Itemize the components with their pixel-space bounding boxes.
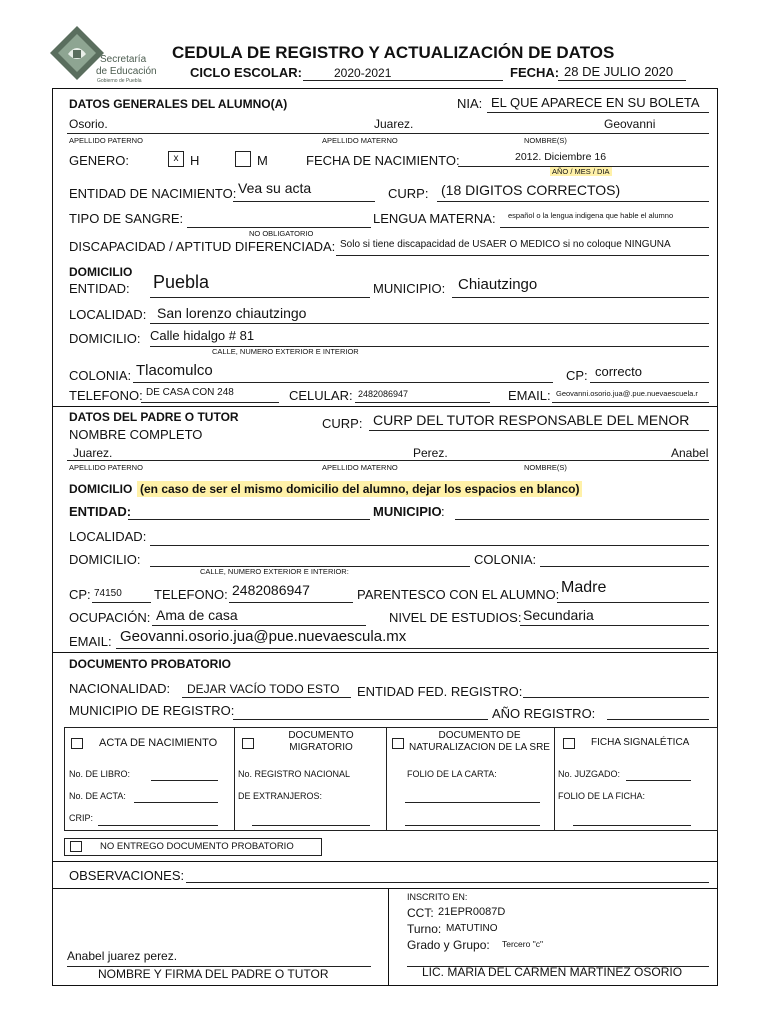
email-label: EMAIL: xyxy=(508,388,551,403)
logo-text-1: Secretaría xyxy=(100,54,147,65)
tutor-ap-materno-caption: APELLIDO MATERNO xyxy=(322,463,398,472)
tutor-domicilio-label: DOMICILIO xyxy=(69,482,133,496)
cct-value[interactable]: 21EPR0087D xyxy=(438,906,506,918)
curp-value[interactable]: (18 DIGITOS CORRECTOS) xyxy=(441,182,621,198)
genero-m-checkbox[interactable] xyxy=(235,151,251,167)
tutor-cp-value[interactable]: 74150 xyxy=(94,588,122,599)
naturalizacion-title: DOCUMENTO DE NATURALIZACION DE LA SRE xyxy=(409,730,550,753)
ocupacion-value[interactable]: Ama de casa xyxy=(156,607,238,623)
tipo-sangre-caption: NO OBLIGATORIO xyxy=(249,229,314,238)
nacionalidad-value[interactable]: DEJAR VACÍO TODO ESTO xyxy=(187,682,340,696)
fecha-nacimiento-label: FECHA DE NACIMIENTO: xyxy=(306,153,460,168)
tipo-sangre-label: TIPO DE SANGRE: xyxy=(69,211,184,226)
tutor-nombres-caption: NOMBRE(S) xyxy=(524,463,567,472)
tutor-firma-caption: NOMBRE Y FIRMA DEL PADRE O TUTOR xyxy=(98,967,329,981)
celular-value[interactable]: 2482086947 xyxy=(358,389,409,399)
cp-value[interactable]: correcto xyxy=(595,364,642,379)
curp-label: CURP: xyxy=(388,186,429,201)
ficha-signaletica-title: FICHA SIGNALÉTICA xyxy=(591,737,690,748)
anio-registro-label: AÑO REGISTRO: xyxy=(492,706,596,721)
email-value[interactable]: Geovanni.osorio.jua@.pue.nuevaescuela.r xyxy=(556,389,698,398)
acta-nacimiento-title: ACTA DE NACIMIENTO xyxy=(99,737,218,749)
crip-label: CRIP: xyxy=(69,813,94,823)
entidad-fed-label: ENTIDAD FED. REGISTRO: xyxy=(357,684,523,699)
lengua-materna-label: LENGUA MATERNA: xyxy=(373,211,496,226)
genero-label: GENERO: xyxy=(69,153,129,168)
domicilio-label: DOMICILIO: xyxy=(69,331,141,346)
telefono-value[interactable]: DE CASA CON 248 xyxy=(146,387,234,398)
ciclo-value[interactable]: 2020-2021 xyxy=(334,66,392,80)
genero-h-checkbox[interactable]: x xyxy=(168,151,184,167)
tutor-email-label: EMAIL: xyxy=(69,634,112,649)
domicilio-caption: CALLE, NUMERO EXTERIOR E INTERIOR xyxy=(212,347,359,356)
alumno-nombres-caption: NOMBRE(S) xyxy=(524,136,567,145)
grado-value[interactable]: Tercero "c" xyxy=(502,939,543,949)
no-entrego-checkbox[interactable] xyxy=(70,841,82,852)
colonia-value[interactable]: Tlacomulco xyxy=(136,362,213,379)
municipio-registro-label: MUNICIPIO DE REGISTRO: xyxy=(69,703,235,718)
municipio-value[interactable]: Chiautzingo xyxy=(458,276,538,293)
tutor-curp-label: CURP: xyxy=(322,416,363,431)
tutor-domicilio-caption: CALLE, NUMERO EXTERIOR E INTERIOR: xyxy=(200,567,349,576)
acta-nacimiento-checkbox[interactable] xyxy=(71,738,83,749)
tutor-telefono-value[interactable]: 2482086947 xyxy=(232,582,310,598)
discapacidad-value[interactable]: Solo si tiene discapacidad de USAER O MEDICO si no coloque NINGUNA xyxy=(340,239,671,250)
tutor-domicilio2-label: DOMICILIO: xyxy=(69,552,141,567)
no-juzgado-label: No. JUZGADO: xyxy=(558,769,621,779)
nivel-estudios-value[interactable]: Secundaria xyxy=(523,607,594,623)
alumno-nombres[interactable]: Geovanni xyxy=(604,117,656,131)
folio-ficha-label: FOLIO DE LA FICHA: xyxy=(558,791,646,801)
documento-migratorio-checkbox[interactable] xyxy=(242,738,254,749)
documento-section-title: DOCUMENTO PROBATORIO xyxy=(69,657,232,671)
cct-label: CCT: xyxy=(407,906,434,920)
discapacidad-label: DISCAPACIDAD / APTITUD DIFERENCIADA: xyxy=(69,239,336,254)
no-acta-label: No. DE ACTA: xyxy=(69,791,126,801)
no-entrego-label: NO ENTREGO DOCUMENTO PROBATORIO xyxy=(100,841,294,852)
tutor-domicilio-note: (en caso de ser el mismo domicilio del alumno, dejar los espacios en blanco) xyxy=(137,481,582,497)
fecha-nacimiento-value[interactable]: 2012. Diciembre 16 xyxy=(515,151,607,163)
entidad-nacimiento-value[interactable]: Vea su acta xyxy=(238,180,312,196)
tutor-nombre-label: NOMBRE COMPLETO xyxy=(69,427,203,442)
nivel-estudios-label: NIVEL DE ESTUDIOS: xyxy=(389,610,522,625)
colonia-label: COLONIA: xyxy=(69,368,132,383)
tutor-cp-label: CP: xyxy=(69,587,91,602)
domicilio-title: DOMICILIO xyxy=(69,265,133,279)
naturalizacion-checkbox[interactable] xyxy=(392,738,404,749)
no-libro-label: No. DE LIBRO: xyxy=(69,769,131,779)
localidad-value[interactable]: San lorenzo chiautzingo xyxy=(157,305,307,321)
fecha-label: FECHA: xyxy=(510,65,560,80)
inscrito-label: INSCRITO EN: xyxy=(407,892,468,902)
parentesco-value[interactable]: Madre xyxy=(561,579,607,596)
fecha-value[interactable]: 28 DE JULIO 2020 xyxy=(564,64,674,79)
ocupacion-label: OCUPACIÓN: xyxy=(69,610,151,625)
localidad-label: LOCALIDAD: xyxy=(69,307,147,322)
grado-label: Grado y Grupo: xyxy=(407,938,490,952)
director-caption: LIC. MARIA DEL CARMEN MARTINEZ OSORIO xyxy=(422,965,683,979)
municipio-label: MUNICIPIO: xyxy=(373,281,446,296)
entidad-label: ENTIDAD: xyxy=(69,281,130,296)
telefono-label: TELEFONO: xyxy=(69,388,143,403)
tutor-apellido-materno[interactable]: Perez. xyxy=(413,446,448,460)
tutor-colonia-label: COLONIA: xyxy=(474,552,537,567)
tutor-email-value[interactable]: Geovanni.osorio.jua@pue.nuevaescula.mx xyxy=(120,628,407,645)
tutor-telefono-label: TELEFONO: xyxy=(154,587,228,602)
entidad-nacimiento-label: ENTIDAD DE NACIMIENTO: xyxy=(69,186,237,201)
ciclo-label: CICLO ESCOLAR: xyxy=(190,65,302,80)
parentesco-label: PARENTESCO CON EL ALUMNO: xyxy=(357,587,560,602)
turno-label: Turno: xyxy=(407,922,442,936)
observaciones-label: OBSERVACIONES: xyxy=(69,868,185,883)
logo-text-3: Gobierno de Puebla xyxy=(97,78,142,84)
tutor-ap-paterno-caption: APELLIDO PATERNO xyxy=(69,463,143,472)
ficha-signaletica-checkbox[interactable] xyxy=(563,738,575,749)
celular-label: CELULAR: xyxy=(289,388,353,403)
turno-value[interactable]: MATUTINO xyxy=(446,923,498,934)
genero-m-label: M xyxy=(257,153,268,168)
tutor-apellido-paterno[interactable]: Juarez. xyxy=(73,446,113,460)
tutor-localidad-label: LOCALIDAD: xyxy=(69,529,147,544)
logo-text-2: de Educación xyxy=(96,66,157,77)
alumno-section-title: DATOS GENERALES DEL ALUMNO(A) xyxy=(69,97,288,111)
cp-label: CP: xyxy=(566,368,588,383)
nacionalidad-label: NACIONALIDAD: xyxy=(69,681,171,696)
alumno-ap-paterno-caption: APELLIDO PATERNO xyxy=(69,136,143,145)
tutor-nombres[interactable]: Anabel xyxy=(671,446,709,460)
registro-nacional-label: No. REGISTRO NACIONAL xyxy=(238,769,351,779)
alumno-apellido-materno[interactable]: Juarez. xyxy=(374,117,414,131)
domicilio-value[interactable]: Calle hidalgo # 81 xyxy=(150,328,255,343)
folio-carta-label: FOLIO DE LA CARTA: xyxy=(407,769,497,779)
nia-label: NIA: xyxy=(457,96,483,111)
tutor-entidad-label: ENTIDAD: xyxy=(69,504,132,519)
tutor-curp-value[interactable]: CURP DEL TUTOR RESPONSABLE DEL MENOR xyxy=(373,412,690,428)
entidad-value[interactable]: Puebla xyxy=(153,272,210,292)
documento-migratorio-title: DOCUMENTO MIGRATORIO xyxy=(288,730,354,753)
tutor-section-title: DATOS DEL PADRE O TUTOR xyxy=(69,410,239,424)
genero-h-label: H xyxy=(190,153,200,168)
tutor-firma-name[interactable]: Anabel juarez perez. xyxy=(67,949,178,963)
fecha-nacimiento-caption: AÑO / MES / DIA xyxy=(552,167,610,176)
alumno-ap-materno-caption: APELLIDO MATERNO xyxy=(322,136,398,145)
extranjeros-label: DE EXTRANJEROS: xyxy=(238,791,323,801)
page-title: CEDULA DE REGISTRO Y ACTUALIZACIÓN DE DATOS xyxy=(172,43,615,62)
alumno-apellido-paterno[interactable]: Osorio. xyxy=(69,117,108,131)
nia-value[interactable]: EL QUE APARECE EN SU BOLETA xyxy=(491,95,700,110)
tutor-municipio-label: MUNICIPIO xyxy=(373,504,442,519)
lengua-materna-value[interactable]: español o la lengua indigena que hable el alumno xyxy=(508,211,674,220)
